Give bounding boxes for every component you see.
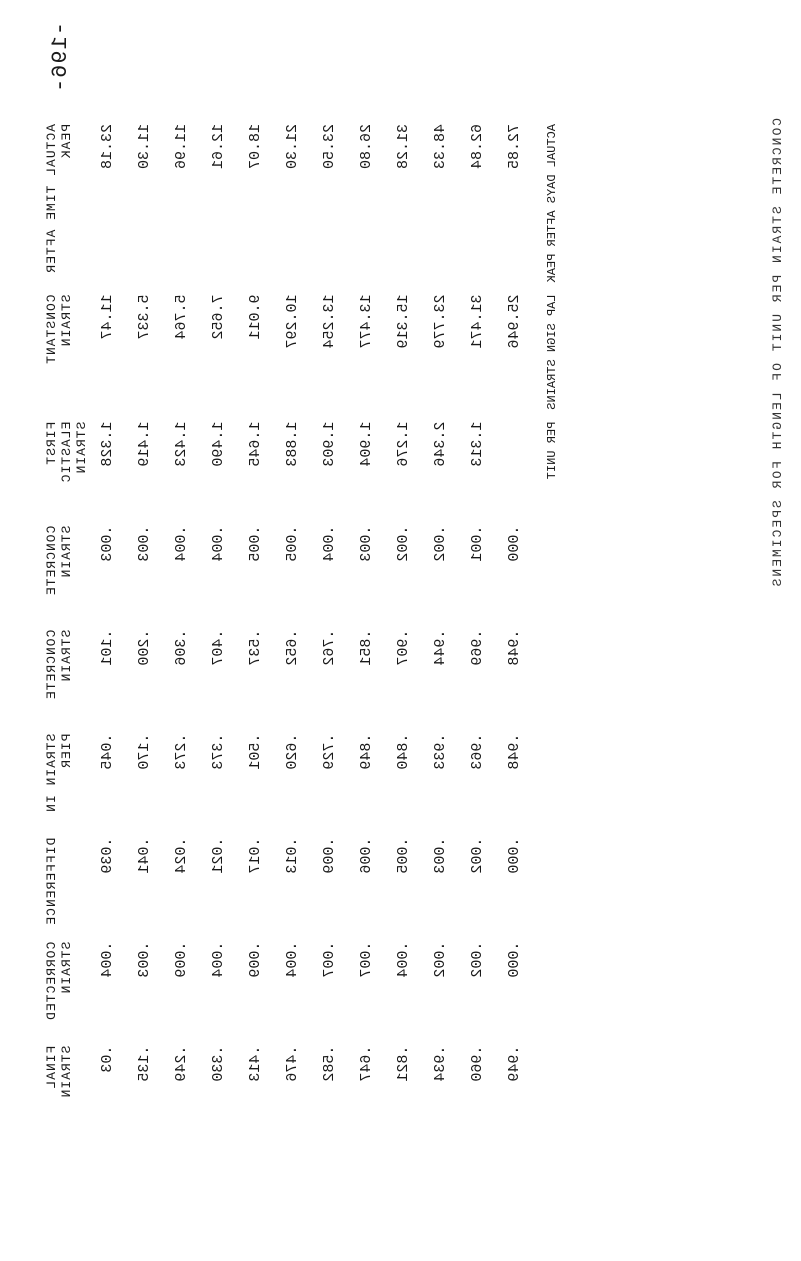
table-cell: 15.319 — [395, 294, 412, 349]
table-cell: .003 — [136, 525, 153, 562]
table-row — [274, 118, 311, 1144]
table-cell: .004 — [284, 941, 301, 978]
table-cell: .821 — [395, 1045, 412, 1082]
table-header-row — [40, 118, 89, 1144]
table-cell: 11.30 — [136, 124, 153, 170]
table-cell: 1.419 — [136, 421, 153, 467]
table-cell: 1.328 — [99, 421, 116, 467]
column-header: FIRST ELASTIC STRAIN — [44, 421, 89, 484]
table-cell: 1.490 — [210, 421, 227, 467]
table-cell: .949 — [506, 1045, 523, 1082]
table-cell: .413 — [247, 1045, 264, 1082]
table-cell: 23.779 — [432, 294, 449, 349]
table-cell: .907 — [395, 629, 412, 666]
table-cell: .002 — [469, 837, 486, 874]
table-row — [496, 118, 533, 1144]
table-row — [163, 118, 200, 1144]
table-cell: .003 — [99, 525, 116, 562]
page-number: -196- — [48, 22, 73, 94]
table-cell: .948 — [506, 733, 523, 770]
table-cell: .004 — [99, 941, 116, 978]
table-cell: .729 — [321, 733, 338, 770]
table-cell: .021 — [210, 837, 227, 874]
table-cell: .330 — [210, 1045, 227, 1082]
table-cell: 13.477 — [358, 294, 375, 349]
column-header: CONCRETE STRAIN — [44, 629, 74, 701]
table-cell: .135 — [136, 1045, 153, 1082]
table-cell: 1.645 — [247, 421, 264, 467]
table-cell: .582 — [321, 1045, 338, 1082]
table-cell: .005 — [395, 837, 412, 874]
table-cell: .004 — [395, 941, 412, 978]
table-row — [89, 118, 126, 1144]
table-cell: .002 — [395, 525, 412, 562]
table-row — [126, 118, 163, 1144]
table-cell: .017 — [247, 837, 264, 874]
table-cell: .004 — [210, 525, 227, 562]
table-cell: .000 — [506, 941, 523, 978]
table-cell: .200 — [136, 629, 153, 666]
table-cell: .652 — [284, 629, 301, 666]
table-cell: 11.96 — [173, 124, 190, 170]
table-cell: .849 — [358, 733, 375, 770]
table-cell: .373 — [210, 733, 227, 770]
table-cell: .170 — [136, 733, 153, 770]
table-row — [348, 118, 385, 1144]
column-header: FINAL STRAIN — [44, 1045, 74, 1099]
table-cell: .006 — [358, 837, 375, 874]
table-cell: .009 — [173, 941, 190, 978]
table-cell: .963 — [469, 733, 486, 770]
table-cell: .024 — [173, 837, 190, 874]
table-cell: .001 — [469, 525, 486, 562]
table-row — [459, 118, 496, 1144]
table-cell: .537 — [247, 629, 264, 666]
table-cell: .039 — [99, 837, 116, 874]
table-cell: .851 — [358, 629, 375, 666]
table-cell: .03 — [99, 1045, 116, 1073]
table-cell: .013 — [284, 837, 301, 874]
table-cell: .002 — [432, 941, 449, 978]
table-cell: 31.471 — [469, 294, 486, 349]
table-notes-row — [533, 118, 570, 1144]
table-cell: 23.50 — [321, 124, 338, 170]
table-cell: 31.28 — [395, 124, 412, 170]
table-note: PER UNIT — [544, 421, 559, 480]
table-footer: CONCRETE STRAIN PER UNIT OF LENGTH FOR SPECIMENS — [770, 118, 785, 589]
table-note: LAP SIGN STRAINS — [544, 294, 559, 410]
table-cell: .003 — [358, 525, 375, 562]
table-cell: 11.47 — [99, 294, 116, 340]
table-cell: .960 — [469, 1045, 486, 1082]
table-row — [200, 118, 237, 1144]
table-cell: 9.011 — [247, 294, 264, 340]
table-cell: .948 — [506, 629, 523, 666]
table-cell: 1.313 — [469, 421, 486, 467]
table-cell: .009 — [247, 941, 264, 978]
table-cell: .004 — [210, 941, 227, 978]
table-cell: .101 — [99, 629, 116, 666]
column-header: DIFFERENCE — [44, 837, 59, 926]
table-cell: .647 — [358, 1045, 375, 1082]
table-cell: 25.946 — [506, 294, 523, 349]
table-cell: .045 — [99, 733, 116, 770]
table-cell: 23.18 — [99, 124, 116, 170]
table-cell: 48.33 — [432, 124, 449, 170]
table-cell: 21.30 — [284, 124, 301, 170]
table-cell: .041 — [136, 837, 153, 874]
table-cell: .762 — [321, 629, 338, 666]
table-cell: .933 — [432, 733, 449, 770]
table-cell: .620 — [284, 733, 301, 770]
table-cell — [496, 416, 533, 520]
table-cell: .002 — [432, 525, 449, 562]
table-cell: .005 — [284, 525, 301, 562]
table-cell: .007 — [358, 941, 375, 978]
column-header: CORRECTED STRAIN — [44, 941, 74, 1021]
table-cell: 1.276 — [395, 421, 412, 467]
table-row — [311, 118, 348, 1144]
table-cell: .969 — [469, 629, 486, 666]
table-cell: .840 — [395, 733, 412, 770]
table-cell: .407 — [210, 629, 227, 666]
table-note: ACTUAL DAYS AFTER PEAK — [544, 124, 559, 283]
table-cell: 5.337 — [136, 294, 153, 340]
table-cell: 62.84 — [469, 124, 486, 170]
table-cell: 2.346 — [432, 421, 449, 467]
table-cell: 18.07 — [247, 124, 264, 170]
table-cell: .000 — [506, 525, 523, 562]
column-header: STRAIN IN PIER — [44, 733, 74, 813]
table-cell: .273 — [173, 733, 190, 770]
table-cell: 72.85 — [506, 124, 523, 170]
table-cell: .934 — [432, 1045, 449, 1082]
table-cell: .009 — [321, 837, 338, 874]
column-header: CONSTANT STRAIN — [44, 294, 74, 365]
table-cell: .002 — [469, 941, 486, 978]
table-cell: .003 — [136, 941, 153, 978]
table-cell: 7.652 — [210, 294, 227, 340]
table-cell: .249 — [173, 1045, 190, 1082]
table-row — [422, 118, 459, 1144]
table-body — [89, 118, 570, 1144]
strain-table — [40, 118, 570, 1144]
table-cell: 13.254 — [321, 294, 338, 349]
table-cell: .306 — [173, 629, 190, 666]
table-cell: .005 — [247, 525, 264, 562]
table-cell: 1.904 — [358, 421, 375, 467]
table-cell: .000 — [506, 837, 523, 874]
table-cell: .501 — [247, 733, 264, 770]
column-header: ACTUAL TIME AFTER PEAK — [44, 124, 74, 274]
table-row — [385, 118, 422, 1144]
table-cell: .007 — [321, 941, 338, 978]
table-row — [237, 118, 274, 1144]
table-cell: 10.297 — [284, 294, 301, 349]
table-cell: 5.764 — [173, 294, 190, 340]
column-header: CONCRETE STRAIN — [44, 525, 74, 597]
table-cell: 12.61 — [210, 124, 227, 170]
table-cell: 26.80 — [358, 124, 375, 170]
table-cell: .944 — [432, 629, 449, 666]
table-cell: .476 — [284, 1045, 301, 1082]
table-cell: 1.883 — [284, 421, 301, 467]
table-cell: .004 — [321, 525, 338, 562]
table-cell: .004 — [173, 525, 190, 562]
table-cell: .003 — [432, 837, 449, 874]
table-cell: 1.903 — [321, 421, 338, 467]
table-cell: 1.423 — [173, 421, 190, 467]
